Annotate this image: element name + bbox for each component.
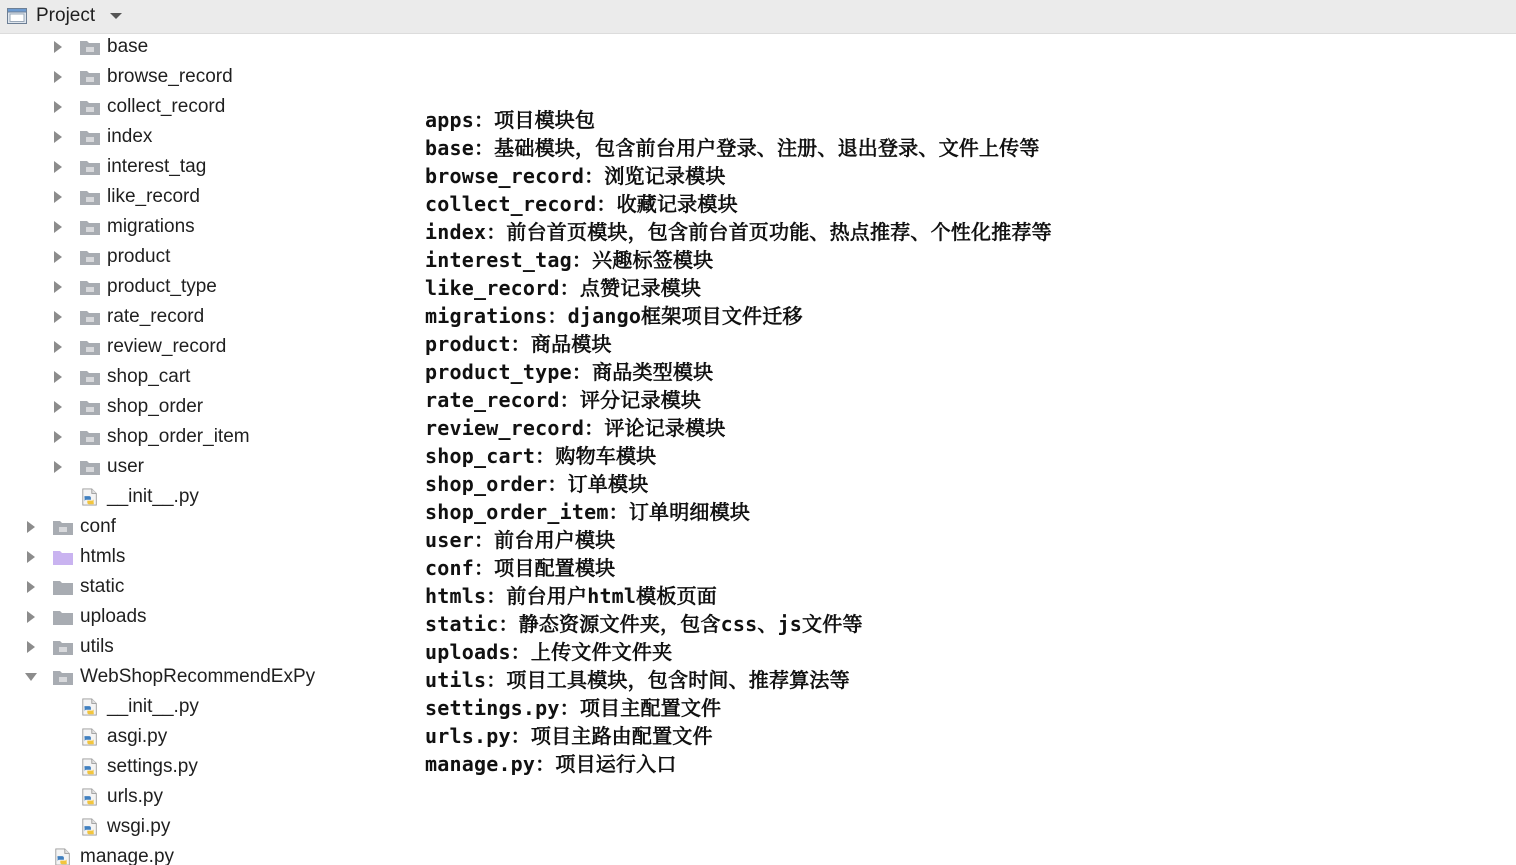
tree-item-label: shop_order_item	[107, 426, 250, 447]
collapsed-arrow-icon[interactable]	[51, 160, 65, 174]
package-folder-icon	[79, 218, 101, 236]
package-folder-icon	[79, 98, 101, 116]
collapsed-arrow-icon[interactable]	[24, 610, 38, 624]
tree-item-label: base	[107, 36, 149, 57]
package-folder-icon	[79, 368, 101, 386]
description-line: uploads：上传文件文件夹	[425, 640, 673, 664]
tree-item-label: shop_order	[107, 396, 204, 417]
tree-item-label: index	[107, 126, 153, 147]
tree-folder-item[interactable]	[0, 62, 360, 92]
folder-icon	[52, 608, 74, 626]
expanded-arrow-icon[interactable]	[24, 670, 38, 684]
description-line: urls.py：项目主路由配置文件	[425, 724, 713, 748]
package-folder-icon	[79, 68, 101, 86]
description-line: product_type：商品类型模块	[425, 360, 714, 384]
tree-folder-item[interactable]	[0, 512, 360, 542]
collapsed-arrow-icon[interactable]	[51, 280, 65, 294]
package-folder-icon	[79, 458, 101, 476]
tree-item-label: shop_cart	[107, 366, 191, 387]
description-line: apps：项目模块包	[425, 108, 596, 132]
tree-item-label: conf	[80, 516, 116, 537]
package-folder-icon	[79, 188, 101, 206]
tree-folder-item[interactable]	[0, 122, 360, 152]
package-folder-icon	[79, 308, 101, 326]
tree-item-label: settings.py	[107, 756, 198, 777]
description-line: migrations：django框架项目文件迁移	[425, 304, 803, 328]
tree-item-label: wsgi.py	[107, 816, 171, 837]
description-line: collect_record：收藏记录模块	[425, 192, 738, 216]
collapsed-arrow-icon[interactable]	[51, 250, 65, 264]
project-header	[0, 0, 1516, 34]
collapsed-arrow-icon[interactable]	[24, 550, 38, 564]
tree-item-label: htmls	[80, 546, 126, 567]
collapsed-arrow-icon[interactable]	[51, 460, 65, 474]
collapsed-arrow-icon[interactable]	[51, 370, 65, 384]
description-line: shop_order：订单模块	[425, 472, 649, 496]
tree-folder-item[interactable]	[0, 422, 360, 452]
tree-item-label: rate_record	[107, 306, 205, 327]
description-line: product：商品模块	[425, 332, 612, 356]
collapsed-arrow-icon[interactable]	[24, 580, 38, 594]
tree-file-item[interactable]	[0, 842, 360, 865]
tree-file-item[interactable]	[0, 752, 360, 782]
tree-item-label: utils	[80, 636, 114, 657]
collapsed-arrow-icon[interactable]	[24, 520, 38, 534]
tree-file-item[interactable]	[0, 812, 360, 842]
tree-item-label: migrations	[107, 216, 195, 237]
description-line: browse_record：浏览记录模块	[425, 164, 726, 188]
collapsed-arrow-icon[interactable]	[51, 190, 65, 204]
collapsed-arrow-icon[interactable]	[51, 70, 65, 84]
python-file-icon	[79, 758, 101, 776]
description-line: index：前台首页模块，包含前台首页功能、热点推荐、个性化推荐等	[425, 220, 1052, 244]
tree-item-label: product	[107, 246, 171, 267]
tree-folder-item[interactable]	[0, 32, 360, 62]
package-folder-icon	[79, 338, 101, 356]
description-line: base：基础模块，包含前台用户登录、注册、退出登录、文件上传等	[425, 136, 1040, 160]
python-file-icon	[79, 698, 101, 716]
tree-file-item[interactable]	[0, 722, 360, 752]
description-line: interest_tag：兴趣标签模块	[425, 248, 714, 272]
tree-item-label: review_record	[107, 336, 227, 357]
tree-item-label: manage.py	[80, 846, 175, 865]
package-folder-icon	[79, 278, 101, 296]
tree-folder-item[interactable]	[0, 662, 360, 692]
package-folder-icon	[52, 668, 74, 686]
collapsed-arrow-icon[interactable]	[51, 340, 65, 354]
description-line: review_record：评论记录模块	[425, 416, 726, 440]
tree-item-label: user	[107, 456, 144, 477]
project-title[interactable]: Project	[36, 5, 96, 26]
tree-folder-item[interactable]	[0, 302, 360, 332]
python-file-icon	[79, 788, 101, 806]
python-file-icon	[52, 848, 74, 865]
description-line: rate_record：评分记录模块	[425, 388, 702, 412]
project-window-icon	[7, 8, 27, 24]
package-folder-icon	[79, 398, 101, 416]
tree-item-label: like_record	[107, 186, 200, 207]
package-folder-icon	[79, 428, 101, 446]
description-line: manage.py：项目运行入口	[425, 752, 677, 776]
tree-file-item[interactable]	[0, 692, 360, 722]
tree-file-item[interactable]	[0, 782, 360, 812]
tree-folder-item[interactable]	[0, 602, 360, 632]
tree-item-label: asgi.py	[107, 726, 168, 747]
description-line: utils：项目工具模块，包含时间、推荐算法等	[425, 668, 850, 692]
description-list	[425, 106, 1425, 778]
tree-item-label: browse_record	[107, 66, 233, 87]
tree-folder-item[interactable]	[0, 632, 360, 662]
description-line: settings.py：项目主配置文件	[425, 696, 722, 720]
package-folder-icon	[52, 518, 74, 536]
description-line: static：静态资源文件夹，包含css、js文件等	[425, 612, 863, 636]
collapsed-arrow-icon[interactable]	[51, 430, 65, 444]
tree-folder-item[interactable]	[0, 242, 360, 272]
package-folder-icon	[79, 158, 101, 176]
folder-icon	[52, 578, 74, 596]
collapsed-arrow-icon[interactable]	[24, 640, 38, 654]
tree-file-item[interactable]	[0, 482, 360, 512]
python-file-icon	[79, 728, 101, 746]
collapsed-arrow-icon[interactable]	[51, 220, 65, 234]
package-folder-icon	[52, 638, 74, 656]
tree-folder-item[interactable]	[0, 332, 360, 362]
tree-item-label: urls.py	[107, 786, 163, 807]
description-line: shop_order_item：订单明细模块	[425, 500, 751, 524]
collapsed-arrow-icon[interactable]	[51, 100, 65, 114]
tree-item-label: __init__.py	[107, 696, 199, 717]
tree-item-label: __init__.py	[107, 486, 199, 507]
tree-folder-item[interactable]	[0, 152, 360, 182]
collapsed-arrow-icon[interactable]	[51, 400, 65, 414]
tree-folder-item[interactable]	[0, 362, 360, 392]
tree-folder-item[interactable]	[0, 272, 360, 302]
collapsed-arrow-icon[interactable]	[51, 130, 65, 144]
tree-folder-item[interactable]	[0, 212, 360, 242]
package-folder-icon	[79, 128, 101, 146]
description-line: shop_cart：购物车模块	[425, 444, 657, 468]
tree-item-label: uploads	[80, 606, 147, 627]
package-folder-icon	[79, 248, 101, 266]
python-file-icon	[79, 488, 101, 506]
tree-item-label: interest_tag	[107, 156, 207, 177]
description-line: conf：项目配置模块	[425, 556, 616, 580]
description-line: like_record：点赞记录模块	[425, 276, 702, 300]
tree-folder-item[interactable]	[0, 392, 360, 422]
tree-item-label: static	[80, 576, 125, 597]
python-file-icon	[79, 818, 101, 836]
tree-folder-item[interactable]	[0, 542, 360, 572]
description-line: htmls：前台用户html模板页面	[425, 584, 717, 608]
chevron-down-icon[interactable]	[108, 8, 124, 24]
tree-item-label: collect_record	[107, 96, 226, 117]
tree-item-label: product_type	[107, 276, 217, 297]
template-folder-icon	[52, 548, 74, 566]
collapsed-arrow-icon[interactable]	[51, 310, 65, 324]
tree-folder-item[interactable]	[0, 182, 360, 212]
tree-folder-item[interactable]	[0, 452, 360, 482]
tree-folder-item[interactable]	[0, 572, 360, 602]
package-folder-icon	[79, 38, 101, 56]
tree-folder-item[interactable]	[0, 92, 360, 122]
tree-item-label: WebShopRecommendExPy	[80, 666, 316, 687]
description-line: user：前台用户模块	[425, 528, 616, 552]
collapsed-arrow-icon[interactable]	[51, 40, 65, 54]
